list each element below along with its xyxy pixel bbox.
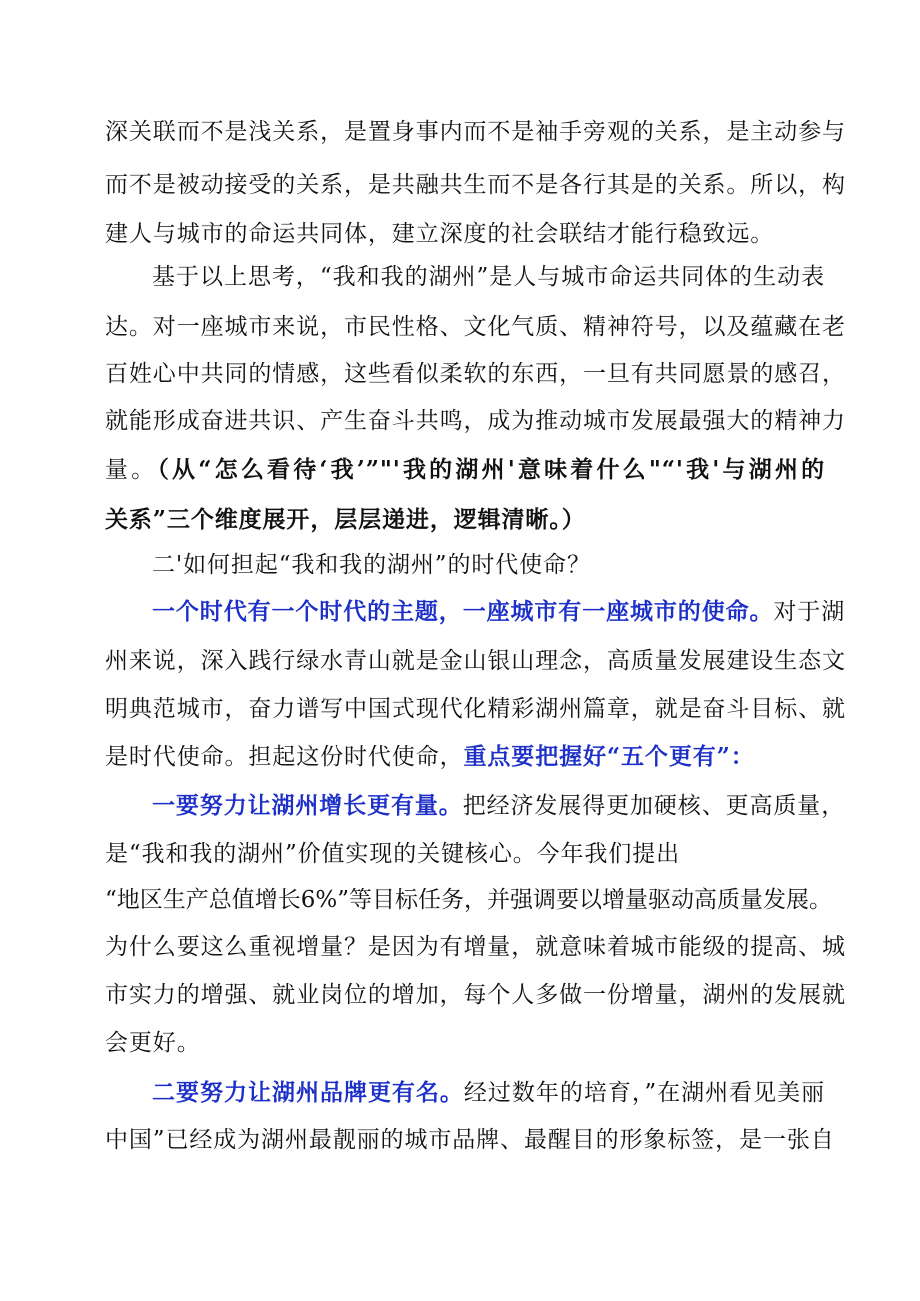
text-line bbox=[152, 589, 846, 635]
text-line bbox=[105, 447, 825, 493]
text-line bbox=[152, 1070, 825, 1116]
text-line bbox=[105, 398, 846, 444]
text-segment: 量。 bbox=[105, 457, 158, 483]
text-line bbox=[105, 351, 846, 397]
text-segment: 基于以上思考，“我和我的湖州”是人与城市命运共同体的生动表 bbox=[152, 264, 825, 290]
text-line bbox=[105, 1020, 825, 1066]
text-line bbox=[105, 924, 846, 970]
text-line bbox=[152, 254, 825, 300]
text-segment: “地区生产总值增长6%”等目标任务，并强调要以增量驱动高质量发展。 bbox=[105, 887, 833, 913]
text-line bbox=[105, 638, 846, 684]
text-segment: 是时代使命。担起这份时代使命， bbox=[105, 744, 464, 770]
text-segment: 就能形成奋进共识、产生奋斗共鸣，成为推动城市发展最强大的精神力 bbox=[105, 408, 846, 434]
text-line bbox=[105, 877, 833, 923]
highlight-text: 一个时代有一个时代的主题，一座城市有一座城市的使命。 bbox=[152, 598, 774, 625]
text-segment: 深关联而不是浅关系，是置身事内而不是袖手旁观的关系，是主动参与 bbox=[105, 119, 846, 145]
text-segment: 对于湖 bbox=[773, 599, 846, 625]
text-segment: 而不是被动接受的关系，是共融共生而不是各行其是的关系。所以，构 bbox=[105, 172, 846, 198]
text-segment: 达。对一座城市来说，市民性格、文化气质、精神符号，以及蕴藏在老 bbox=[105, 314, 846, 340]
text-segment: 建人与城市的命运共同体，建立深度的社会联结才能行稳致远。 bbox=[105, 221, 775, 247]
text-line bbox=[105, 686, 846, 732]
annotation-text: （从“怎么看待‘我’”"'我的湖州'意味着什么"“'我'与湖州的 bbox=[157, 456, 825, 483]
text-segment: 把经济发展得更加硬核、更高质量， bbox=[462, 793, 846, 819]
text-line bbox=[105, 831, 825, 877]
annotation-text bbox=[105, 497, 825, 543]
text-line bbox=[105, 211, 825, 257]
text-segment: 为什么要这么重视增量？是因为有增量，就意味着城市能级的提高、城 bbox=[105, 934, 846, 960]
text-segment: 中国”已经成为湖州最靓丽的城市品牌、最醒目的形象标签，是一张自 bbox=[105, 1127, 835, 1153]
highlight-text: 重点要把握好“五个更有”： bbox=[463, 743, 755, 770]
text-line bbox=[105, 734, 825, 780]
text-segment: 关系”三个维度展开，层层递进，逻辑清晰。） bbox=[105, 506, 586, 533]
text-line bbox=[105, 972, 846, 1018]
text-line bbox=[105, 109, 846, 155]
text-segment: 是“我和我的湖州”价值实现的关键核心。今年我们提出 bbox=[105, 841, 681, 867]
text-line bbox=[105, 162, 846, 208]
highlight-text: 二要努力让湖州品牌更有名。 bbox=[152, 1079, 464, 1106]
text-line bbox=[105, 1117, 835, 1163]
text-segment: 百姓心中共同的情感，这些看似柔软的东西，一旦有共同愿景的感召， bbox=[105, 361, 846, 387]
text-segment: 州来说，深入践行绿水青山就是金山银山理念，高质量发展建设生态文 bbox=[105, 648, 846, 674]
heading-text: 二'如何担起“我和我的湖州”的时代使命？ bbox=[152, 552, 591, 578]
text-segment: 经过数年的培育，”在湖州看见美丽 bbox=[463, 1080, 825, 1106]
text-segment: 明典范城市，奋力谱写中国式现代化精彩湖州篇章，就是奋斗目标、就 bbox=[105, 696, 846, 722]
text-line bbox=[105, 304, 846, 350]
section-heading bbox=[152, 542, 825, 588]
highlight-text: 一要努力让湖州增长更有量。 bbox=[152, 792, 463, 819]
text-segment: 会更好。 bbox=[105, 1030, 201, 1056]
text-segment: 市实力的增强、就业岗位的增加，每个人多做一份增量，湖州的发展就 bbox=[105, 982, 846, 1008]
text-line bbox=[152, 783, 846, 829]
